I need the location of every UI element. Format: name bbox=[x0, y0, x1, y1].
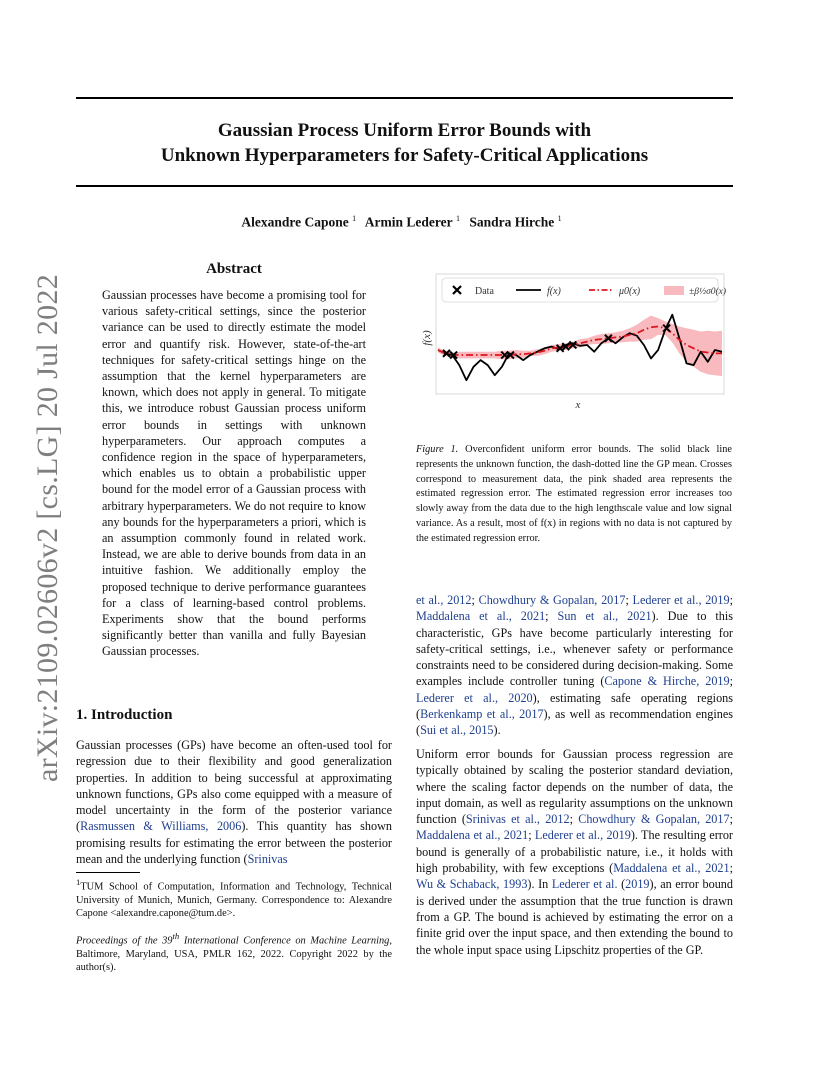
figure-1-plot bbox=[416, 268, 732, 428]
footnote-text: TUM School of Computation, Information and Technology, Technical University of Munich, Munich, Germany. Correspondence to: Alexandre Capone <alexandre.capone@tum.de>. bbox=[76, 881, 392, 920]
citation-link[interactable]: Maddalena et al., 2021 bbox=[613, 861, 730, 876]
legend-label-mean: μ0(x) bbox=[619, 286, 641, 297]
intro-text: ). This quantity has shown promising results for estimating the error between the posterior mean and the underlying function ( bbox=[76, 819, 392, 867]
legend-label-data: Data bbox=[475, 286, 494, 297]
figure-caption bbox=[416, 443, 732, 547]
body-text: ). bbox=[493, 723, 501, 738]
citation-link[interactable]: Sun et al., 2021 bbox=[557, 609, 652, 624]
citation-link[interactable]: Chowdhury & Gopalan, 2017 bbox=[578, 812, 730, 827]
citation-link[interactable]: Rasmussen & Williams, 2006 bbox=[80, 819, 242, 834]
author-affiliation-mark: 1 bbox=[352, 214, 357, 223]
citation-link[interactable]: Wu & Schaback, 1993 bbox=[416, 877, 528, 892]
arxiv-stamp: arXiv:2109.02606v2 [cs.LG] 20 Jul 2022 bbox=[31, 273, 64, 783]
top-rule bbox=[76, 97, 733, 99]
citation-link[interactable]: Lederer et al. bbox=[551, 877, 618, 892]
citation-link[interactable]: et al., 2012 bbox=[416, 593, 472, 607]
author-name: Armin Lederer bbox=[364, 214, 453, 230]
chart-legend bbox=[442, 278, 726, 302]
body-text: ). In bbox=[527, 877, 552, 892]
footnote-mark: 1 bbox=[76, 877, 81, 887]
citation-link[interactable]: Maddalena et al., 2021 bbox=[416, 609, 546, 624]
author-name: Alexandre Capone bbox=[241, 214, 349, 230]
body-text: ), an error bound is derived under the assumption that the true function is drawn from a GP. The bound is achieved by estimating the error on a finite grid over the input space, and then extending the bound to the whole input space using Lipschitz properties of the GP. bbox=[416, 877, 733, 957]
citation-link[interactable]: Lederer et al., 2019 bbox=[534, 828, 631, 843]
title-bottom-rule bbox=[76, 185, 733, 187]
body-text: ), estimating safe operating regions ( bbox=[416, 690, 733, 722]
proceedings-note bbox=[76, 930, 392, 975]
y-axis-label: f(x) bbox=[421, 330, 433, 346]
citation-link[interactable]: Berkenkamp et al., 2017 bbox=[420, 707, 544, 722]
legend-label-function: f(x) bbox=[547, 286, 561, 297]
x-axis-label: x bbox=[575, 399, 581, 411]
body-text: Uniform error bounds for Gaussian process regression are typically obtained by scaling the posterior standard deviation, where the scaling factor depends on the number of data, the input domain, as well as regularity assumptions on the unknown function ( bbox=[416, 747, 733, 827]
citation-link[interactable]: Srinivas et al., 2012 bbox=[465, 812, 570, 827]
affiliation-footnote bbox=[76, 876, 392, 921]
body-text: ). Due to this characteristic, GPs have become particularly interesting for safety-critical settings, i.e., whenever safety or performance constraints need to be considered during decision-making. Some examples include controller tuning ( bbox=[416, 609, 734, 689]
citation-link[interactable]: Srinivas bbox=[247, 852, 288, 867]
author-affiliation-mark: 1 bbox=[456, 214, 460, 223]
citation-link[interactable]: Chowdhury & Gopalan, 2017 bbox=[478, 593, 626, 607]
abstract-text: Gaussian processes have become a promising tool for various safety-critical settings, since the posterior variance can be used to directly estimate the model error and quantify risk. However, state-of-the-art techniques for safety-critical settings hinge on the assumption that the kernel hyperparameters are known, which does not apply in general. To mitigate this, we introduce robust Gaussian process uniform error bounds in settings with unknown hyperparameters. Our approach computes a confidence region in the space of hyperparameters, which enables us to obtain a probabilistic upper bound for the model error of a Gaussian process with arbitrary hyperparameters. We do not require to know any bounds for the hyperparameters a priori, which is an assumption commonly found in related work. Instead, we are able to derive bounds from data in an intuitive fashion. We additionally employ the proposed technique to derive performance guarantees for a class of learning-based control problems. Experiments show that the bound performs significantly better than vanilla and fully Bayesian Gaussian processes. bbox=[102, 288, 366, 659]
intro-text: Gaussian processes (GPs) have become an often-used tool for regression due to their flexibility and good generalization properties. In addition to being successful at approximating unknown functions, GPs also come equipped with a measure of model uncertainty in the form of the posterior variance ( bbox=[76, 738, 392, 834]
caption-text: Overconfident uniform error bounds. The solid black line represents the unknown function, the dash-dotted line the GP mean. Crosses correspond to measurement data, the pink shaded area represents the estimated regression error. The estimated regression error increases too slowly away from the data due to the high lengthscale value and low signal variance. As a result, most of f(x) in regions with no data is not captured by the estimated regression error. bbox=[416, 444, 732, 544]
author-list bbox=[76, 214, 733, 231]
title-line-2: Unknown Hyperparameters for Safety-Critical Applications bbox=[160, 145, 649, 166]
author-name: Sandra Hirche bbox=[469, 214, 555, 230]
paper-title bbox=[76, 118, 733, 168]
citation-link[interactable]: Lederer et al., 2019 bbox=[632, 593, 730, 607]
legend-label-band: ±β½σ0(x) bbox=[689, 287, 727, 297]
proceedings-italic: International Conference on Machine Learning bbox=[179, 935, 390, 947]
citation-link[interactable]: 2019 bbox=[625, 877, 650, 892]
citation-link[interactable]: Capone & Hirche, 2019 bbox=[604, 674, 730, 689]
body-text: ( bbox=[617, 877, 626, 892]
section-heading-introduction: 1. Introduction bbox=[76, 707, 173, 723]
citation-link[interactable]: Maddalena et al., 2021 bbox=[416, 828, 529, 843]
intro-paragraph bbox=[76, 737, 392, 867]
abstract-heading: Abstract bbox=[206, 261, 262, 277]
body-text: ). The resulting error bound is generally of a probabilistic nature, i.e., it holds with high probability, with few exceptions ( bbox=[416, 828, 733, 876]
error-bounds-paragraph: Uniform error bounds for Gaussian process regression are typically obtained by scaling the posterior standard deviation, where the scaling factor depends on the number of data, the input domain, as well as regularity assumptions on the unknown function (Srinivas et al., 2012; Chowdhury & Gopalan, 2017; Maddalena et al., 2021; Lederer et al., 2019). The resulting error bound is generally of a probabilistic nature, i.e., it holds with high probability, with few exceptions (Maddalena et al., 2021; Wu & Schaback, 1993). In Lederer et al. (2019), an error bound is derived under the assumption that the true function is drawn from a GP. The bound is achieved by estimating the error on a finite grid over the input space, and then extending the bound to the whole input space using Lipschitz properties of the GP. bbox=[416, 747, 733, 957]
proceedings-text: , Baltimore, Maryland, USA, PMLR 162, 2022. Copyright 2022 by the author(s). bbox=[76, 935, 392, 974]
intro-paragraph-continued: et al., 2012; Chowdhury & Gopalan, 2017; Lederer et al., 2019; Maddalena et al., 2021; Sun et al., 2021). Due to this characteristic, GPs have become particularly interesting for safety-critical settings, i.e., whenever safety or performance constraints need to be considered during decision-making. Some examples include controller tuning (Capone & Hirche, 2019; Lederer et al., 2020), estimating safe operating regions (Berkenkamp et al., 2017), as well as recommendation engines (Sui et al., 2015). bbox=[416, 593, 734, 738]
body-text: ), as well as recommendation engines ( bbox=[416, 707, 733, 738]
legend-band-swatch bbox=[664, 286, 684, 295]
footnote-rule bbox=[76, 872, 140, 873]
caption-label: Figure 1. bbox=[416, 444, 459, 455]
author-affiliation-mark: 1 bbox=[557, 214, 562, 223]
proceedings-italic: Proceedings of the 39 bbox=[76, 935, 173, 947]
title-line-1: Gaussian Process Uniform Error Bounds with bbox=[217, 120, 592, 141]
citation-link[interactable]: Lederer et al., 2020 bbox=[416, 690, 533, 705]
proceedings-sup: th bbox=[172, 931, 180, 941]
citation-link[interactable]: Sui et al., 2015 bbox=[420, 723, 494, 738]
